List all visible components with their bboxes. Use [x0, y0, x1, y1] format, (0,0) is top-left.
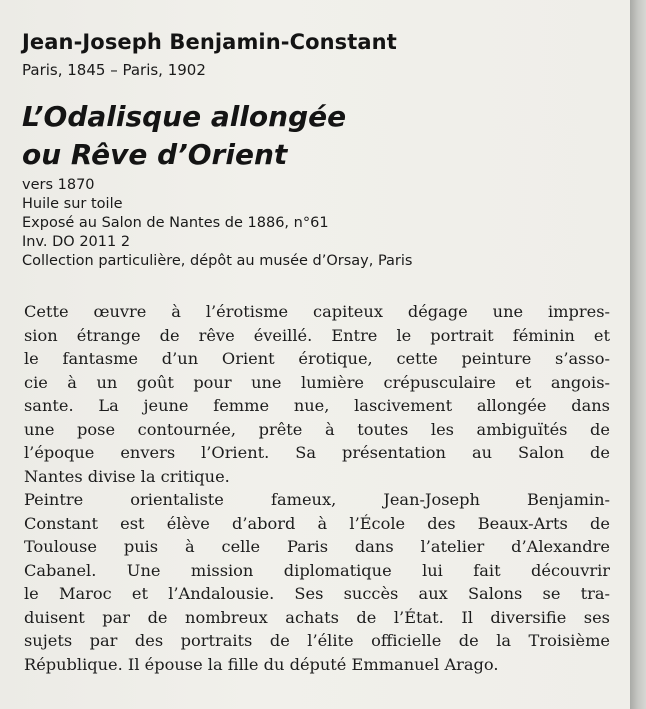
description-line: Cabanel. Une mission diplomatique lui fait découvrir [24, 560, 610, 580]
description-line: sante. La jeune femme nue, lascivement allongée dans [24, 396, 610, 415]
description-line: le Maroc et l’Andalousie. Ses succès aux Salons se tra- [24, 584, 610, 603]
artwork-date: vers 1870 [22, 177, 95, 193]
description-line: duisent par de nombreux achats de l’État. Il diversifie ses [24, 607, 610, 627]
artwork-description [24, 300, 610, 676]
description-line: sujets par des portraits de l’élite officielle de la Troisième [24, 631, 610, 650]
artwork-collection: Collection particulière, dépôt au musée d’Orsay, Paris [22, 253, 413, 269]
description-line: le fantasme d’un Orient érotique, cette peinture s’asso- [24, 349, 610, 368]
description-line: cie à un goût pour une lumière crépusculaire et angois- [24, 372, 610, 392]
artwork-details [22, 176, 412, 271]
card-edge [630, 0, 646, 709]
description-line: Constant est élève d’abord à l’École des Beaux-Arts de [24, 513, 610, 533]
description-line: l’époque envers l’Orient. Sa présentation au Salon de [24, 443, 610, 462]
description-line: sion étrange de rêve éveillé. Entre le portrait féminin et [24, 325, 610, 345]
description-line: République. Il épouse la fille du député Emmanuel Arago. [24, 654, 499, 674]
artist-lifespan: Paris, 1845 – Paris, 1902 [22, 61, 206, 79]
artwork-title [22, 98, 346, 174]
artwork-title-line-1: L’Odalisque allongée [22, 100, 347, 133]
description-line: Cette œuvre à l’érotisme capiteux dégage une impres- [24, 302, 610, 321]
description-line: Nantes divise la critique. [24, 466, 230, 486]
description-line: une pose contournée, prête à toutes les ambiguïtés de [24, 419, 610, 439]
artwork-title-line-2: ou Rêve d’Orient [22, 138, 288, 171]
artist-name: Jean-Joseph Benjamin-Constant [22, 30, 397, 54]
description-line: Peintre orientaliste fameux, Jean-Joseph Benjamin- [24, 490, 610, 509]
description-line: Toulouse puis à celle Paris dans l’atelier d’Alexandre [24, 537, 610, 556]
artwork-exhibition: Exposé au Salon de Nantes de 1886, n°61 [22, 215, 329, 231]
artwork-inventory-number: Inv. DO 2011 2 [22, 234, 131, 250]
artwork-medium: Huile sur toile [22, 196, 123, 212]
